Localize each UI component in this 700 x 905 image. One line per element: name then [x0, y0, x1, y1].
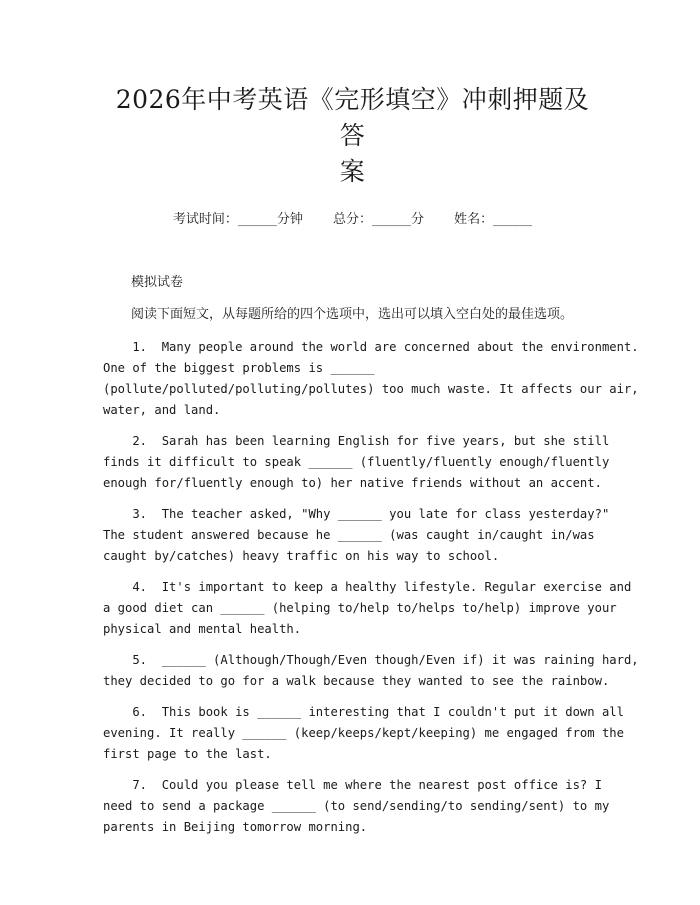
- exam-score: 总分：______分: [332, 212, 424, 227]
- question-1: 1. Many people around the world are concerned about the environment. One of the biggest problems is ______ (pollute/polluted/polluting/pollutes) too much waste. It affects our air, water, and land.: [103, 340, 639, 417]
- question-2: 2. Sarah has been learning English for five years, but she still finds it difficult to speak ______ (fluently/fluently enough/fluently enough for/fluently enough to) her native friends without an accent.: [103, 434, 610, 490]
- title-line-1: 2026年中考英语《完形填空》冲刺押题及答: [115, 85, 590, 150]
- exam-name: 姓名：______: [454, 212, 533, 227]
- instruction-text: 阅读下面短文，从每题所给的四个选项中，选出可以填入空白处的最佳选项。: [131, 307, 574, 322]
- exam-time: 考试时间：______分钟: [172, 212, 303, 227]
- question-5: 5. ______ (Although/Though/Even though/Even if) it was raining hard, they decided to go for a walk because they wanted to see the rainbow.: [103, 653, 639, 688]
- question-4: 4. It's important to keep a healthy lifestyle. Regular exercise and a good diet can ______ (helping to/help to/helps to/help) improve your physical and mental health.: [103, 580, 632, 636]
- question-6: 6. This book is ______ interesting that I couldn't put it down all evening. It really ______ (keep/keeps/kept/keeping) me engaged from the first page to the last.: [103, 705, 624, 761]
- title-line-2: 案: [339, 157, 366, 186]
- section-title: 模拟试卷: [131, 275, 184, 290]
- question-3: 3. The teacher asked, "Why ______ you late for class yesterday?" The student answered because he ______ (was caught in/caught in/was caught by/catches) heavy traffic on his way to school.: [103, 507, 610, 563]
- question-7: 7. Could you please tell me where the nearest post office is? I need to send a package ______ (to send/sending/to sending/sent) to my parents in Beijing tomorrow morning.: [103, 778, 610, 834]
- exam-meta: [103, 210, 602, 230]
- document-title: [103, 0, 602, 190]
